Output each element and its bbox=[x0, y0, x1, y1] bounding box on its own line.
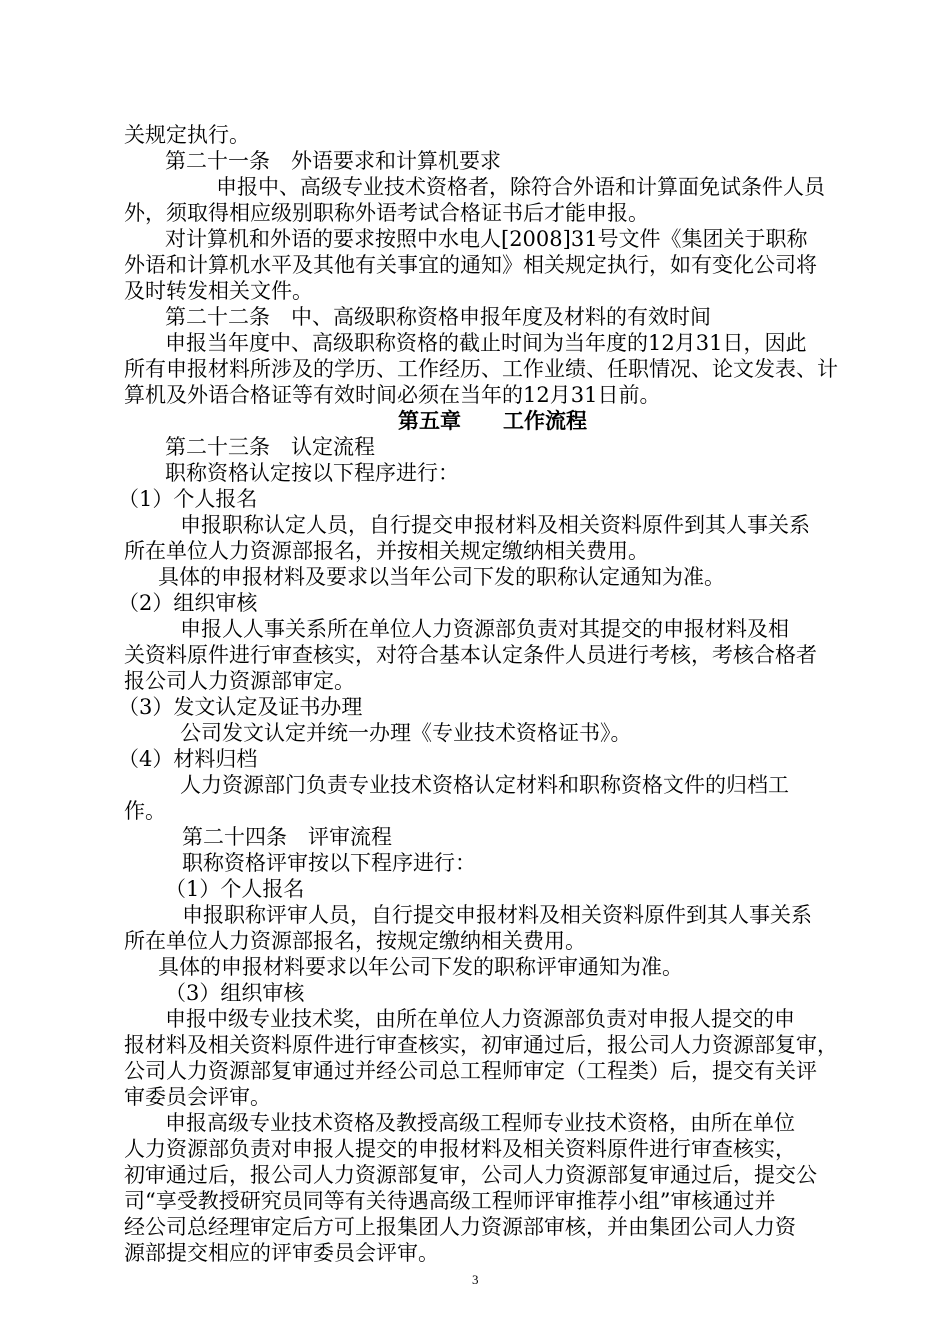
text-line: 对计算机和外语的要求按照中水电人[2008]31号文件《集团关于职称 bbox=[165, 227, 808, 251]
text-line: 公司人力资源部复审通过并经公司总工程师审定（工程类）后，提交有关评 bbox=[124, 1059, 817, 1083]
text-line: 源部提交相应的评审委员会评审。 bbox=[124, 1241, 439, 1265]
text-line: 职称资格认定按以下程序进行： bbox=[165, 461, 459, 485]
text-line: 关规定执行。 bbox=[124, 123, 250, 147]
text-line: 司“享受教授研究员同等有关待遇高级工程师评审推荐小组”审核通过并 bbox=[124, 1189, 776, 1213]
text-line: 及时转发相关文件。 bbox=[124, 279, 313, 303]
article-heading: 第二十三条 认定流程 bbox=[165, 435, 375, 459]
text-line: 经公司总经理审定后方可上报集团人力资源部审核，并由集团公司人力资 bbox=[124, 1215, 796, 1239]
text-line: 人力资源部门负责专业技术资格认定材料和职称资格文件的归档工 bbox=[180, 773, 789, 797]
text-line: 职称资格评审按以下程序进行： bbox=[182, 851, 476, 875]
text-line: 申报中、高级专业技术资格者，除符合外语和计算面免试条件人员 bbox=[216, 175, 825, 199]
list-heading: （3）组织审核 bbox=[165, 981, 305, 1005]
text-line: 审委员会评审。 bbox=[124, 1085, 271, 1109]
list-heading: （2）组织审核 bbox=[118, 591, 258, 615]
text-line: 具体的申报材料要求以年公司下发的职称评审通知为准。 bbox=[158, 955, 683, 979]
text-line: 申报职称评审人员，自行提交申报材料及相关资料原件到其人事关系 bbox=[182, 903, 812, 927]
text-line: 申报人人事关系所在单位人力资源部负责对其提交的申报材料及相 bbox=[180, 617, 789, 641]
text-line: 所在单位人力资源部报名，按规定缴纳相关费用。 bbox=[124, 929, 586, 953]
text-line: 关资料原件进行审查核实，对符合基本认定条件人员进行考核，考核合格者 bbox=[124, 643, 817, 667]
text-line: 外，须取得相应级别职称外语考试合格证书后才能申报。 bbox=[124, 201, 649, 225]
text-line: 申报当年度中、高级职称资格的截止时间为当年度的12月31日，因此 bbox=[165, 331, 807, 355]
article-heading: 第二十二条 中、高级职称资格申报年度及材料的有效时间 bbox=[165, 305, 711, 329]
text-line: 公司发文认定并统一办理《专业技术资格证书》。 bbox=[180, 721, 632, 745]
list-heading: （1）个人报名 bbox=[165, 877, 305, 901]
article-heading: 第二十四条 评审流程 bbox=[182, 825, 392, 849]
text-line: 申报中级专业技术奖，由所在单位人力资源部负责对申报人提交的申 bbox=[165, 1007, 795, 1031]
text-line: 报公司人力资源部审定。 bbox=[124, 669, 355, 693]
text-line: 申报高级专业技术资格及教授高级工程师专业技术资格，由所在单位 bbox=[165, 1111, 795, 1135]
text-line: 作。 bbox=[124, 799, 166, 823]
text-line: 具体的申报材料及要求以当年公司下发的职称认定通知为准。 bbox=[158, 565, 725, 589]
chapter-heading: 第五章 工作流程 bbox=[398, 409, 587, 433]
text-line: 所有申报材料所涉及的学历、工作经历、工作业绩、任职情况、论文发表、计 bbox=[124, 357, 838, 381]
text-line: 初审通过后，报公司人力资源部复审，公司人力资源部复审通过后，提交公 bbox=[124, 1163, 817, 1187]
text-line: 所在单位人力资源部报名，并按相关规定缴纳相关费用。 bbox=[124, 539, 649, 563]
text-line: 报材料及相关资料原件进行审查核实，初审通过后，报公司人力资源部复审， bbox=[124, 1033, 838, 1057]
list-heading: （4）材料归档 bbox=[118, 747, 258, 771]
text-line: 人力资源部负责对申报人提交的申报材料及相关资料原件进行审查核实， bbox=[124, 1137, 796, 1161]
text-line: 外语和计算机水平及其他有关事宜的通知》相关规定执行，如有变化公司将 bbox=[124, 253, 817, 277]
text-line: 申报职称认定人员，自行提交申报材料及相关资料原件到其人事关系 bbox=[180, 513, 810, 537]
list-heading: （3）发文认定及证书办理 bbox=[118, 695, 363, 719]
list-heading: （1）个人报名 bbox=[118, 487, 258, 511]
text-line: 算机及外语合格证等有效时间必须在当年的12月31日前。 bbox=[124, 383, 661, 407]
article-heading: 第二十一条 外语要求和计算机要求 bbox=[165, 149, 501, 173]
page-number: 3 bbox=[472, 1272, 479, 1287]
